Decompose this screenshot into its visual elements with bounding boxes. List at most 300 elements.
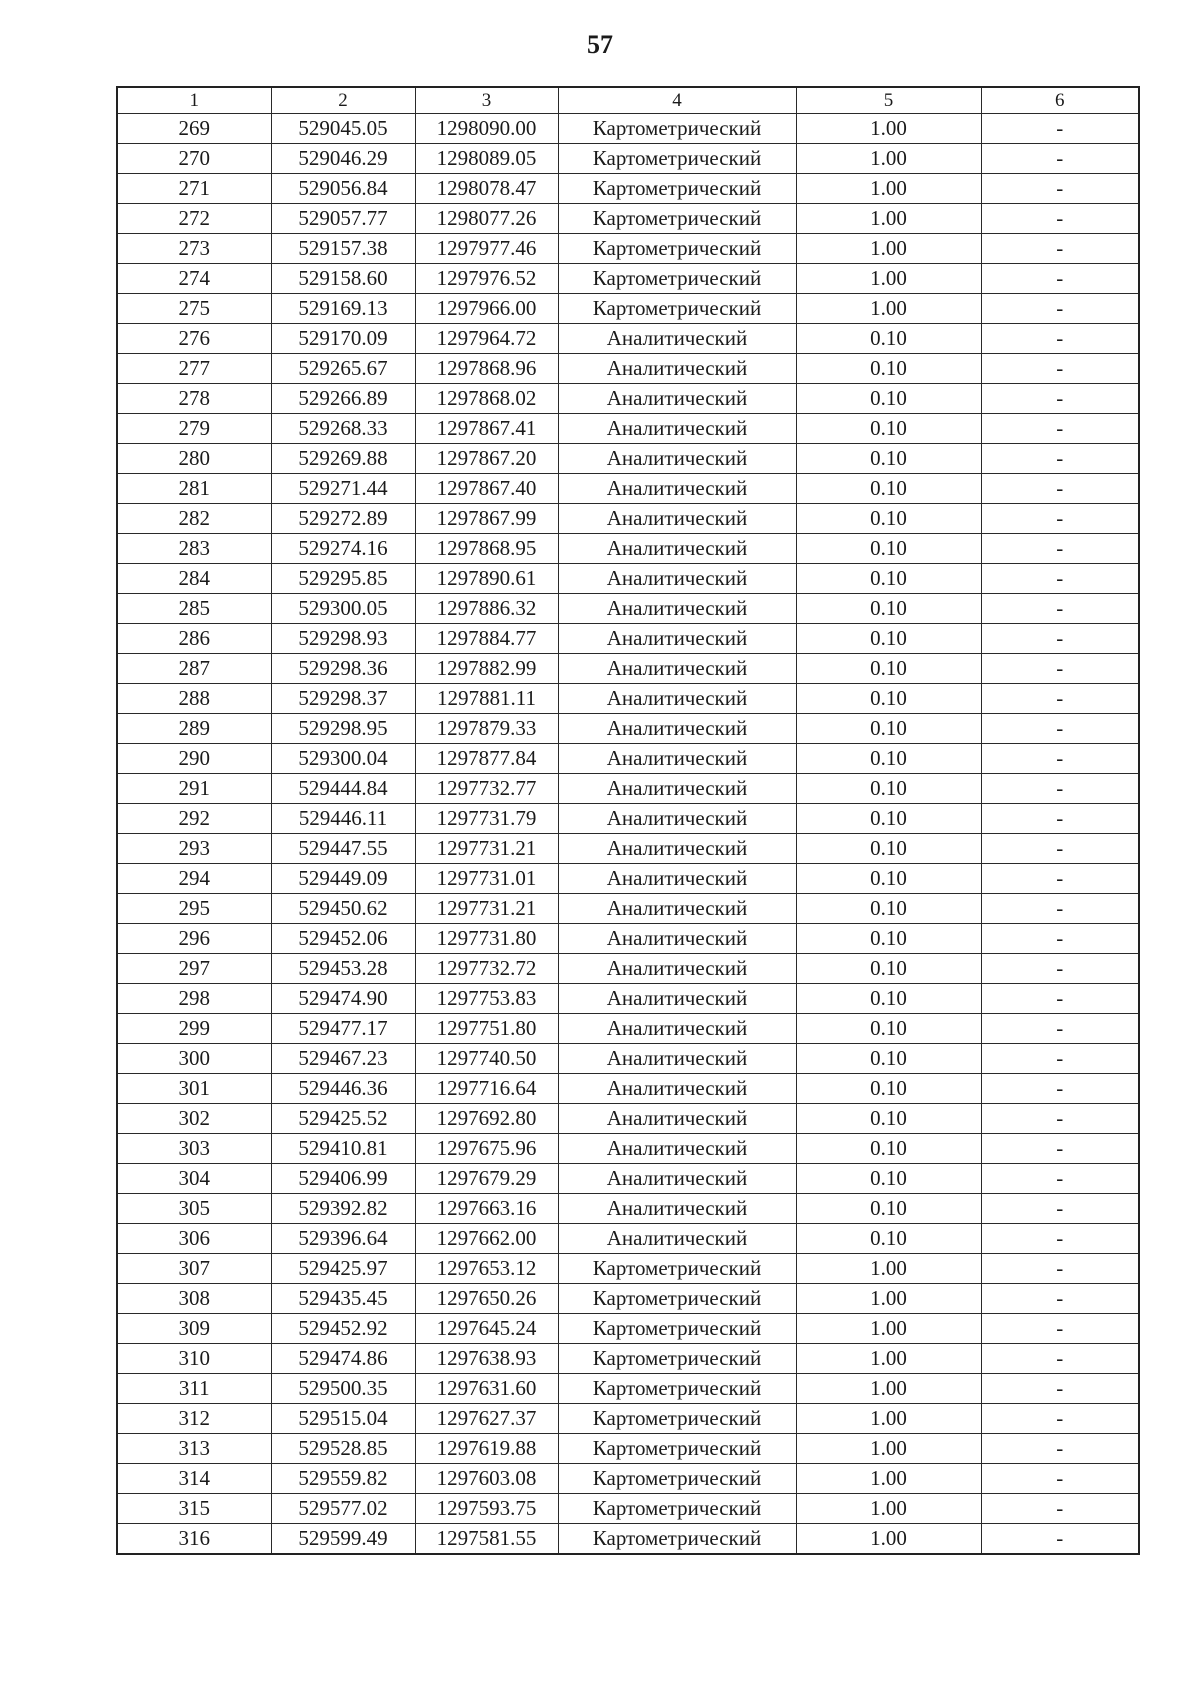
note-cell: - bbox=[981, 384, 1139, 414]
y-coordinate-cell: 1297731.21 bbox=[415, 894, 558, 924]
note-cell: - bbox=[981, 504, 1139, 534]
accuracy-cell: 0.10 bbox=[796, 1014, 981, 1044]
y-coordinate-cell: 1297619.88 bbox=[415, 1434, 558, 1464]
point-number-cell: 313 bbox=[117, 1434, 271, 1464]
table-row bbox=[117, 774, 1139, 804]
point-number-cell: 304 bbox=[117, 1164, 271, 1194]
method-cell: Аналитический bbox=[558, 684, 796, 714]
note-cell: - bbox=[981, 1494, 1139, 1524]
x-coordinate-cell: 529300.04 bbox=[271, 744, 415, 774]
table-row bbox=[117, 1374, 1139, 1404]
x-coordinate-cell: 529447.55 bbox=[271, 834, 415, 864]
table-row bbox=[117, 1074, 1139, 1104]
y-coordinate-cell: 1297663.16 bbox=[415, 1194, 558, 1224]
method-cell: Аналитический bbox=[558, 624, 796, 654]
x-coordinate-cell: 529392.82 bbox=[271, 1194, 415, 1224]
x-coordinate-cell: 529446.36 bbox=[271, 1074, 415, 1104]
point-number-cell: 274 bbox=[117, 264, 271, 294]
note-cell: - bbox=[981, 774, 1139, 804]
note-cell: - bbox=[981, 1254, 1139, 1284]
x-coordinate-cell: 529157.38 bbox=[271, 234, 415, 264]
point-number-cell: 278 bbox=[117, 384, 271, 414]
method-cell: Картометрический bbox=[558, 1284, 796, 1314]
note-cell: - bbox=[981, 744, 1139, 774]
table-row bbox=[117, 1134, 1139, 1164]
method-cell: Картометрический bbox=[558, 294, 796, 324]
note-cell: - bbox=[981, 414, 1139, 444]
y-coordinate-cell: 1297977.46 bbox=[415, 234, 558, 264]
accuracy-cell: 0.10 bbox=[796, 624, 981, 654]
x-coordinate-cell: 529272.89 bbox=[271, 504, 415, 534]
table-row bbox=[117, 744, 1139, 774]
x-coordinate-cell: 529269.88 bbox=[271, 444, 415, 474]
note-cell: - bbox=[981, 1374, 1139, 1404]
x-coordinate-cell: 529474.86 bbox=[271, 1344, 415, 1374]
table-row bbox=[117, 1014, 1139, 1044]
y-coordinate-cell: 1297650.26 bbox=[415, 1284, 558, 1314]
point-number-cell: 295 bbox=[117, 894, 271, 924]
y-coordinate-cell: 1297593.75 bbox=[415, 1494, 558, 1524]
y-coordinate-cell: 1297653.12 bbox=[415, 1254, 558, 1284]
x-coordinate-cell: 529266.89 bbox=[271, 384, 415, 414]
accuracy-cell: 0.10 bbox=[796, 1194, 981, 1224]
point-number-cell: 281 bbox=[117, 474, 271, 504]
y-coordinate-cell: 1297692.80 bbox=[415, 1104, 558, 1134]
note-cell: - bbox=[981, 924, 1139, 954]
x-coordinate-cell: 529170.09 bbox=[271, 324, 415, 354]
table-row bbox=[117, 834, 1139, 864]
note-cell: - bbox=[981, 144, 1139, 174]
table-row bbox=[117, 474, 1139, 504]
y-coordinate-cell: 1297867.99 bbox=[415, 504, 558, 534]
accuracy-cell: 1.00 bbox=[796, 1254, 981, 1284]
table-row bbox=[117, 264, 1139, 294]
point-number-cell: 275 bbox=[117, 294, 271, 324]
table-row bbox=[117, 1164, 1139, 1194]
note-cell: - bbox=[981, 1344, 1139, 1374]
method-cell: Картометрический bbox=[558, 144, 796, 174]
note-cell: - bbox=[981, 1194, 1139, 1224]
x-coordinate-cell: 529158.60 bbox=[271, 264, 415, 294]
y-coordinate-cell: 1297881.11 bbox=[415, 684, 558, 714]
point-number-cell: 284 bbox=[117, 564, 271, 594]
table-row bbox=[117, 504, 1139, 534]
method-cell: Аналитический bbox=[558, 1104, 796, 1134]
table-row bbox=[117, 144, 1139, 174]
x-coordinate-cell: 529577.02 bbox=[271, 1494, 415, 1524]
point-number-cell: 271 bbox=[117, 174, 271, 204]
table-row bbox=[117, 564, 1139, 594]
y-coordinate-cell: 1297877.84 bbox=[415, 744, 558, 774]
table-row bbox=[117, 984, 1139, 1014]
method-cell: Картометрический bbox=[558, 174, 796, 204]
accuracy-cell: 0.10 bbox=[796, 504, 981, 534]
y-coordinate-cell: 1297731.01 bbox=[415, 864, 558, 894]
point-number-cell: 277 bbox=[117, 354, 271, 384]
method-cell: Картометрический bbox=[558, 114, 796, 144]
method-cell: Картометрический bbox=[558, 1314, 796, 1344]
table-row bbox=[117, 1254, 1139, 1284]
x-coordinate-cell: 529300.05 bbox=[271, 594, 415, 624]
note-cell: - bbox=[981, 114, 1139, 144]
note-cell: - bbox=[981, 204, 1139, 234]
point-number-cell: 302 bbox=[117, 1104, 271, 1134]
accuracy-cell: 1.00 bbox=[796, 1464, 981, 1494]
y-coordinate-cell: 1297867.41 bbox=[415, 414, 558, 444]
accuracy-cell: 1.00 bbox=[796, 1314, 981, 1344]
method-cell: Аналитический bbox=[558, 1014, 796, 1044]
accuracy-cell: 0.10 bbox=[796, 654, 981, 684]
point-number-cell: 296 bbox=[117, 924, 271, 954]
x-coordinate-cell: 529453.28 bbox=[271, 954, 415, 984]
x-coordinate-cell: 529528.85 bbox=[271, 1434, 415, 1464]
point-number-cell: 306 bbox=[117, 1224, 271, 1254]
y-coordinate-cell: 1297731.21 bbox=[415, 834, 558, 864]
y-coordinate-cell: 1297976.52 bbox=[415, 264, 558, 294]
point-number-cell: 293 bbox=[117, 834, 271, 864]
accuracy-cell: 0.10 bbox=[796, 834, 981, 864]
point-number-cell: 303 bbox=[117, 1134, 271, 1164]
method-cell: Аналитический bbox=[558, 474, 796, 504]
table-row bbox=[117, 864, 1139, 894]
method-cell: Аналитический bbox=[558, 324, 796, 354]
note-cell: - bbox=[981, 324, 1139, 354]
note-cell: - bbox=[981, 1524, 1139, 1555]
accuracy-cell: 0.10 bbox=[796, 414, 981, 444]
table-row bbox=[117, 1104, 1139, 1134]
note-cell: - bbox=[981, 534, 1139, 564]
table-row bbox=[117, 954, 1139, 984]
method-cell: Аналитический bbox=[558, 414, 796, 444]
method-cell: Аналитический bbox=[558, 894, 796, 924]
note-cell: - bbox=[981, 684, 1139, 714]
note-cell: - bbox=[981, 1284, 1139, 1314]
method-cell: Картометрический bbox=[558, 1404, 796, 1434]
table-body bbox=[117, 114, 1139, 1555]
x-coordinate-cell: 529477.17 bbox=[271, 1014, 415, 1044]
x-coordinate-cell: 529406.99 bbox=[271, 1164, 415, 1194]
note-cell: - bbox=[981, 984, 1139, 1014]
note-cell: - bbox=[981, 264, 1139, 294]
method-cell: Аналитический bbox=[558, 1074, 796, 1104]
method-cell: Аналитический bbox=[558, 1134, 796, 1164]
accuracy-cell: 1.00 bbox=[796, 204, 981, 234]
y-coordinate-cell: 1297964.72 bbox=[415, 324, 558, 354]
note-cell: - bbox=[981, 954, 1139, 984]
table-row bbox=[117, 114, 1139, 144]
accuracy-cell: 0.10 bbox=[796, 894, 981, 924]
table-row bbox=[117, 1314, 1139, 1344]
accuracy-cell: 0.10 bbox=[796, 864, 981, 894]
table-row bbox=[117, 1404, 1139, 1434]
point-number-cell: 286 bbox=[117, 624, 271, 654]
accuracy-cell: 1.00 bbox=[796, 1344, 981, 1374]
method-cell: Аналитический bbox=[558, 834, 796, 864]
method-cell: Картометрический bbox=[558, 204, 796, 234]
point-number-cell: 292 bbox=[117, 804, 271, 834]
method-cell: Картометрический bbox=[558, 234, 796, 264]
x-coordinate-cell: 529298.95 bbox=[271, 714, 415, 744]
accuracy-cell: 1.00 bbox=[796, 294, 981, 324]
table-row bbox=[117, 354, 1139, 384]
y-coordinate-cell: 1297879.33 bbox=[415, 714, 558, 744]
table-row bbox=[117, 894, 1139, 924]
x-coordinate-cell: 529298.37 bbox=[271, 684, 415, 714]
accuracy-cell: 0.10 bbox=[796, 1134, 981, 1164]
method-cell: Аналитический bbox=[558, 864, 796, 894]
x-coordinate-cell: 529410.81 bbox=[271, 1134, 415, 1164]
accuracy-cell: 0.10 bbox=[796, 924, 981, 954]
point-number-cell: 283 bbox=[117, 534, 271, 564]
table-row bbox=[117, 1464, 1139, 1494]
point-number-cell: 307 bbox=[117, 1254, 271, 1284]
method-cell: Картометрический bbox=[558, 1254, 796, 1284]
y-coordinate-cell: 1297890.61 bbox=[415, 564, 558, 594]
note-cell: - bbox=[981, 1404, 1139, 1434]
method-cell: Аналитический bbox=[558, 504, 796, 534]
note-cell: - bbox=[981, 1074, 1139, 1104]
accuracy-cell: 0.10 bbox=[796, 684, 981, 714]
point-number-cell: 285 bbox=[117, 594, 271, 624]
method-cell: Аналитический bbox=[558, 744, 796, 774]
y-coordinate-cell: 1297627.37 bbox=[415, 1404, 558, 1434]
x-coordinate-cell: 529500.35 bbox=[271, 1374, 415, 1404]
x-coordinate-cell: 529425.52 bbox=[271, 1104, 415, 1134]
point-number-cell: 311 bbox=[117, 1374, 271, 1404]
point-number-cell: 291 bbox=[117, 774, 271, 804]
coordinates-table bbox=[116, 86, 1140, 1555]
note-cell: - bbox=[981, 1104, 1139, 1134]
y-coordinate-cell: 1298090.00 bbox=[415, 114, 558, 144]
table-row bbox=[117, 414, 1139, 444]
accuracy-cell: 0.10 bbox=[796, 1044, 981, 1074]
note-cell: - bbox=[981, 444, 1139, 474]
point-number-cell: 276 bbox=[117, 324, 271, 354]
method-cell: Аналитический bbox=[558, 594, 796, 624]
x-coordinate-cell: 529271.44 bbox=[271, 474, 415, 504]
y-coordinate-cell: 1297884.77 bbox=[415, 624, 558, 654]
accuracy-cell: 1.00 bbox=[796, 1494, 981, 1524]
table-row bbox=[117, 1494, 1139, 1524]
y-coordinate-cell: 1297679.29 bbox=[415, 1164, 558, 1194]
note-cell: - bbox=[981, 714, 1139, 744]
table-row bbox=[117, 534, 1139, 564]
column-header-2: 2 bbox=[271, 87, 415, 114]
y-coordinate-cell: 1297732.72 bbox=[415, 954, 558, 984]
y-coordinate-cell: 1298089.05 bbox=[415, 144, 558, 174]
y-coordinate-cell: 1297740.50 bbox=[415, 1044, 558, 1074]
point-number-cell: 290 bbox=[117, 744, 271, 774]
point-number-cell: 280 bbox=[117, 444, 271, 474]
column-header-6: 6 bbox=[981, 87, 1139, 114]
note-cell: - bbox=[981, 564, 1139, 594]
method-cell: Картометрический bbox=[558, 1344, 796, 1374]
y-coordinate-cell: 1297631.60 bbox=[415, 1374, 558, 1404]
y-coordinate-cell: 1298077.26 bbox=[415, 204, 558, 234]
point-number-cell: 309 bbox=[117, 1314, 271, 1344]
x-coordinate-cell: 529265.67 bbox=[271, 354, 415, 384]
accuracy-cell: 1.00 bbox=[796, 174, 981, 204]
table-row bbox=[117, 1434, 1139, 1464]
method-cell: Картометрический bbox=[558, 1374, 796, 1404]
y-coordinate-cell: 1297867.40 bbox=[415, 474, 558, 504]
x-coordinate-cell: 529449.09 bbox=[271, 864, 415, 894]
x-coordinate-cell: 529599.49 bbox=[271, 1524, 415, 1555]
point-number-cell: 287 bbox=[117, 654, 271, 684]
point-number-cell: 297 bbox=[117, 954, 271, 984]
method-cell: Аналитический bbox=[558, 444, 796, 474]
note-cell: - bbox=[981, 1164, 1139, 1194]
method-cell: Аналитический bbox=[558, 564, 796, 594]
point-number-cell: 308 bbox=[117, 1284, 271, 1314]
accuracy-cell: 0.10 bbox=[796, 1104, 981, 1134]
accuracy-cell: 0.10 bbox=[796, 384, 981, 414]
point-number-cell: 279 bbox=[117, 414, 271, 444]
y-coordinate-cell: 1297581.55 bbox=[415, 1524, 558, 1555]
y-coordinate-cell: 1297751.80 bbox=[415, 1014, 558, 1044]
note-cell: - bbox=[981, 474, 1139, 504]
point-number-cell: 282 bbox=[117, 504, 271, 534]
accuracy-cell: 1.00 bbox=[796, 1374, 981, 1404]
y-coordinate-cell: 1297882.99 bbox=[415, 654, 558, 684]
point-number-cell: 272 bbox=[117, 204, 271, 234]
accuracy-cell: 0.10 bbox=[796, 564, 981, 594]
table-row bbox=[117, 1344, 1139, 1374]
note-cell: - bbox=[981, 654, 1139, 684]
note-cell: - bbox=[981, 1044, 1139, 1074]
x-coordinate-cell: 529435.45 bbox=[271, 1284, 415, 1314]
point-number-cell: 300 bbox=[117, 1044, 271, 1074]
x-coordinate-cell: 529467.23 bbox=[271, 1044, 415, 1074]
point-number-cell: 273 bbox=[117, 234, 271, 264]
accuracy-cell: 0.10 bbox=[796, 1074, 981, 1104]
page-number: 57 bbox=[587, 30, 613, 59]
x-coordinate-cell: 529452.06 bbox=[271, 924, 415, 954]
point-number-cell: 315 bbox=[117, 1494, 271, 1524]
y-coordinate-cell: 1297732.77 bbox=[415, 774, 558, 804]
method-cell: Аналитический bbox=[558, 924, 796, 954]
y-coordinate-cell: 1297966.00 bbox=[415, 294, 558, 324]
accuracy-cell: 1.00 bbox=[796, 234, 981, 264]
note-cell: - bbox=[981, 624, 1139, 654]
x-coordinate-cell: 529274.16 bbox=[271, 534, 415, 564]
y-coordinate-cell: 1297731.80 bbox=[415, 924, 558, 954]
x-coordinate-cell: 529474.90 bbox=[271, 984, 415, 1014]
note-cell: - bbox=[981, 834, 1139, 864]
y-coordinate-cell: 1297603.08 bbox=[415, 1464, 558, 1494]
y-coordinate-cell: 1298078.47 bbox=[415, 174, 558, 204]
accuracy-cell: 0.10 bbox=[796, 444, 981, 474]
point-number-cell: 298 bbox=[117, 984, 271, 1014]
accuracy-cell: 0.10 bbox=[796, 714, 981, 744]
method-cell: Картометрический bbox=[558, 264, 796, 294]
note-cell: - bbox=[981, 1134, 1139, 1164]
x-coordinate-cell: 529045.05 bbox=[271, 114, 415, 144]
x-coordinate-cell: 529450.62 bbox=[271, 894, 415, 924]
table-row bbox=[117, 204, 1139, 234]
y-coordinate-cell: 1297868.02 bbox=[415, 384, 558, 414]
table-row bbox=[117, 1284, 1139, 1314]
note-cell: - bbox=[981, 1014, 1139, 1044]
method-cell: Аналитический bbox=[558, 534, 796, 564]
y-coordinate-cell: 1297638.93 bbox=[415, 1344, 558, 1374]
table-row bbox=[117, 624, 1139, 654]
accuracy-cell: 0.10 bbox=[796, 744, 981, 774]
table-row bbox=[117, 654, 1139, 684]
note-cell: - bbox=[981, 1434, 1139, 1464]
point-number-cell: 301 bbox=[117, 1074, 271, 1104]
y-coordinate-cell: 1297753.83 bbox=[415, 984, 558, 1014]
accuracy-cell: 0.10 bbox=[796, 1164, 981, 1194]
method-cell: Аналитический bbox=[558, 804, 796, 834]
table-row bbox=[117, 594, 1139, 624]
table-row bbox=[117, 684, 1139, 714]
method-cell: Картометрический bbox=[558, 1464, 796, 1494]
table-row bbox=[117, 924, 1139, 954]
accuracy-cell: 1.00 bbox=[796, 1524, 981, 1555]
table-row bbox=[117, 294, 1139, 324]
accuracy-cell: 1.00 bbox=[796, 1404, 981, 1434]
note-cell: - bbox=[981, 1224, 1139, 1254]
note-cell: - bbox=[981, 1314, 1139, 1344]
note-cell: - bbox=[981, 864, 1139, 894]
note-cell: - bbox=[981, 354, 1139, 384]
accuracy-cell: 0.10 bbox=[796, 354, 981, 384]
method-cell: Аналитический bbox=[558, 384, 796, 414]
point-number-cell: 310 bbox=[117, 1344, 271, 1374]
point-number-cell: 316 bbox=[117, 1524, 271, 1555]
method-cell: Картометрический bbox=[558, 1524, 796, 1555]
point-number-cell: 288 bbox=[117, 684, 271, 714]
accuracy-cell: 1.00 bbox=[796, 1434, 981, 1464]
note-cell: - bbox=[981, 1464, 1139, 1494]
accuracy-cell: 0.10 bbox=[796, 534, 981, 564]
x-coordinate-cell: 529298.93 bbox=[271, 624, 415, 654]
note-cell: - bbox=[981, 804, 1139, 834]
method-cell: Аналитический bbox=[558, 984, 796, 1014]
x-coordinate-cell: 529056.84 bbox=[271, 174, 415, 204]
note-cell: - bbox=[981, 294, 1139, 324]
table-row bbox=[117, 384, 1139, 414]
note-cell: - bbox=[981, 234, 1139, 264]
table-row bbox=[117, 804, 1139, 834]
accuracy-cell: 1.00 bbox=[796, 1284, 981, 1314]
point-number-cell: 299 bbox=[117, 1014, 271, 1044]
x-coordinate-cell: 529444.84 bbox=[271, 774, 415, 804]
accuracy-cell: 0.10 bbox=[796, 804, 981, 834]
method-cell: Аналитический bbox=[558, 954, 796, 984]
method-cell: Аналитический bbox=[558, 1164, 796, 1194]
note-cell: - bbox=[981, 894, 1139, 924]
x-coordinate-cell: 529057.77 bbox=[271, 204, 415, 234]
accuracy-cell: 0.10 bbox=[796, 324, 981, 354]
x-coordinate-cell: 529559.82 bbox=[271, 1464, 415, 1494]
point-number-cell: 314 bbox=[117, 1464, 271, 1494]
accuracy-cell: 1.00 bbox=[796, 114, 981, 144]
note-cell: - bbox=[981, 174, 1139, 204]
table-row bbox=[117, 1224, 1139, 1254]
method-cell: Аналитический bbox=[558, 1194, 796, 1224]
y-coordinate-cell: 1297716.64 bbox=[415, 1074, 558, 1104]
method-cell: Аналитический bbox=[558, 1224, 796, 1254]
x-coordinate-cell: 529169.13 bbox=[271, 294, 415, 324]
x-coordinate-cell: 529046.29 bbox=[271, 144, 415, 174]
table-row bbox=[117, 714, 1139, 744]
y-coordinate-cell: 1297868.95 bbox=[415, 534, 558, 564]
point-number-cell: 289 bbox=[117, 714, 271, 744]
table-row bbox=[117, 444, 1139, 474]
point-number-cell: 269 bbox=[117, 114, 271, 144]
